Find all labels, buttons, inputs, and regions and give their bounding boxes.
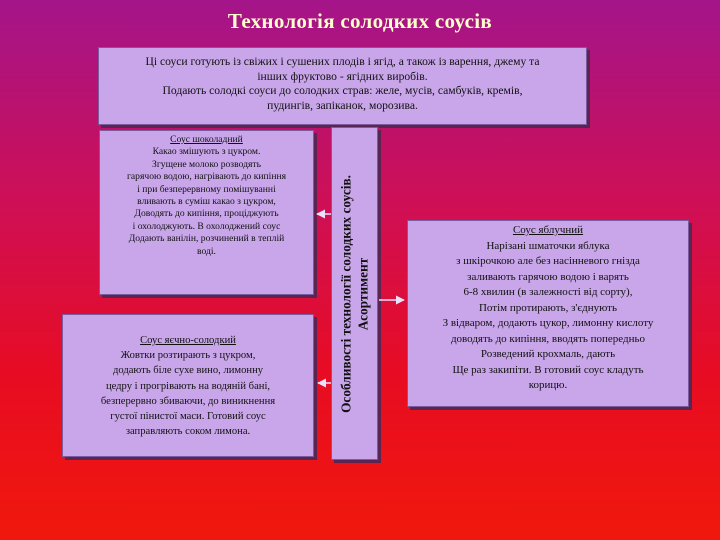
recipe-line: вливають в суміш какао з цукром, [137, 196, 276, 208]
apple-sauce-heading: Соус яблучний [512, 224, 584, 236]
central-topic-line: Асортимент [354, 257, 370, 330]
recipe-line: і при безперервному помішуванні [137, 183, 276, 195]
recipe-line: Доводять до кипіння, проціджують [134, 208, 279, 220]
recipe-line: заливають гарячою водою і варять [467, 270, 629, 283]
intro-line: Ці соуси готують із свіжих і сушених плодів і ягід, а також із варення, джему та [145, 55, 540, 68]
recipe-line: з шкірочкою але без насінневого гнізда [456, 255, 640, 267]
recipe-line: безперервно збиваючи, до виникнення [100, 395, 276, 407]
recipe-line: і охолоджують. В охолоджений соус [132, 220, 281, 232]
recipe-line: Нарізані шматочки яблука [486, 239, 610, 252]
chocolate-sauce-heading: Соус шоколадний [170, 134, 243, 145]
recipe-line: Потім протирають, з'єднують [478, 301, 617, 314]
slide-title: Технологія солодких соусів [227, 9, 493, 33]
intro-line: інших фруктово - ягідних виробів. [257, 69, 428, 83]
intro-line: Подають солодкі соуси до солодких страв: желе, мусів, самбуків, кремів, [162, 84, 523, 97]
recipe-line: 6-8 хвилин (в залежності від сорту), [463, 286, 633, 298]
recipe-line: воді. [197, 245, 216, 257]
recipe-line: Розведений крохмаль, дають [480, 348, 616, 360]
recipe-line: цедру і прогрівають на водяній бані, [105, 380, 271, 392]
recipe-line: доводять до кипіння, вводять попередньо [450, 332, 646, 345]
recipe-line: Какао змішують з цукром. [152, 146, 261, 158]
recipe-line: Ще раз закипіти. В готовий соус кладуть [452, 363, 644, 376]
recipe-line: густої пінистої маси. Готовий соус [110, 411, 266, 423]
intro-line: пудингів, запіканок, морозива. [267, 98, 418, 112]
recipe-line: корицю. [528, 379, 568, 391]
egg-sauce-heading: Соус яєчно-солодкий [140, 335, 236, 346]
recipe-line: заправляють соком лимона. [125, 426, 251, 438]
recipe-line: Згущене молоко розводять [152, 158, 261, 170]
recipe-line: гарячою водою, нагрівають до кипіння [126, 171, 287, 183]
recipe-line: додають біле сухе вино, лимонну [112, 365, 264, 377]
recipe-line: З відваром, додають цукор, лимонну кислоту [442, 317, 654, 329]
recipe-line: Додають ванілін, розчинений в теплій [128, 233, 285, 245]
recipe-line: Жовтки розтирають з цукром, [120, 350, 256, 362]
central-topic-line: Особливості технології солодких соусів. [338, 174, 353, 413]
